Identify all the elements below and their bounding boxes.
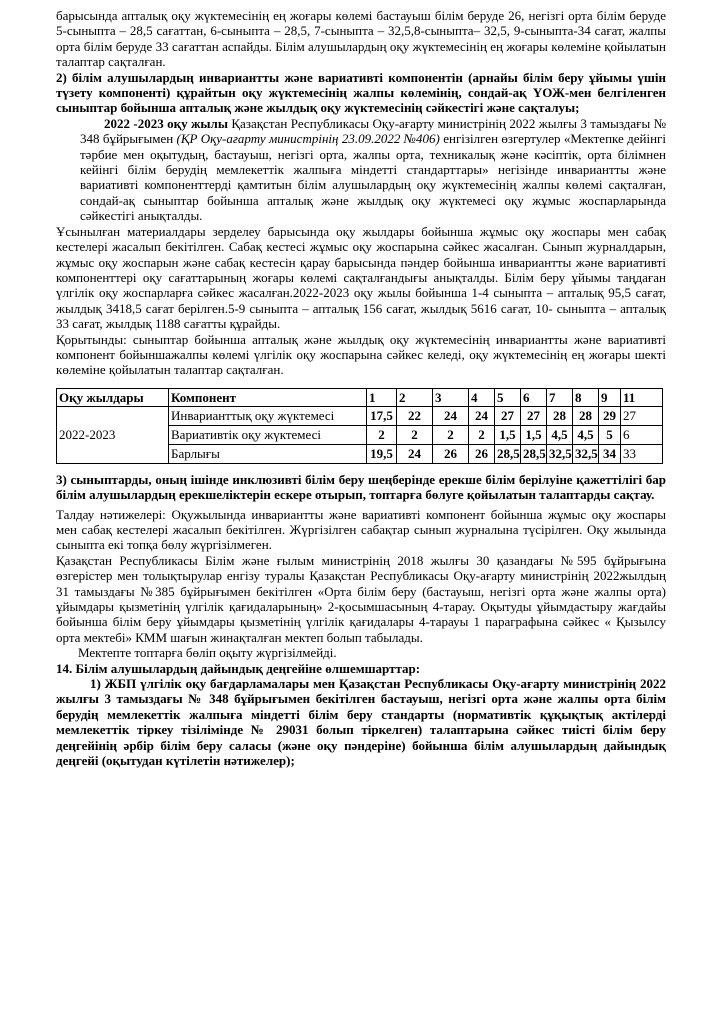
table-cell: 2 [397, 425, 433, 444]
table-cell: 29 [599, 406, 621, 425]
header-grade: 7 [547, 388, 573, 406]
paragraph-load-limits: барысында апталық оқу жүктемесінің ең жоғары көлемі бастауыш білім беруде 26, негізгі орта білім беруде 5-сыныпта – 28,5 сағаттан, 6-сыныпта – 28,5, 7-сыныпта – 32,5,8-сыныпта– 32,5, 9-сыныпта-34 сағат, жалпы орта білім беруде 33 сағаттан аспайды. Білім алушылардың оқу жүктемесінің ең жоғары көлеміне қойылатын талаптар сақталған. [56, 8, 666, 70]
row-label: Инварианттық оқу жүктемесі [169, 406, 367, 425]
table-cell: 32,5 [573, 444, 599, 463]
table-cell: 27 [621, 406, 663, 425]
standard-text: енгізілген өзгертулер «Мектепке дейінгі тәрбие мен оқытудың, бастауыш, негізгі орта, жалпы орта, техникалық және кәсіптік, орта білімнен кейінгі білім берудің мемлекеттік жалпыға міндетті стандарттары» негізінде инвариантты және вариативті компоненттерді қамтитын білім алушылардың оқу жүктемесінің жалпы көлемі сақталған, сондай-ақ сыныптар бойынша апталық және жылдық оқу жүктемесі оқу жұмыс жоспарларында сәйкестігі анықталды. [80, 131, 666, 224]
heading-item-14: 14. Білім алушылардың дайындық деңгейіне өлшемшарттар: [56, 660, 421, 676]
table-cell: 1,5 [521, 425, 547, 444]
table-cell: 26 [469, 444, 495, 463]
table-cell: 4,5 [547, 425, 573, 444]
paragraph-analysis-results: Талдау нәтижелері: Оқужылында инвариантты және вариативті компонент бойынша жұмыс оқу жоспары мен сабақ кестелері жасалып бекітілген. Жүргізілген сабақтар сынып журналына түсірілген. Оқу жылында сыныпта екі топқа бөлу жүргізілмеген. [56, 506, 666, 553]
table-cell: 2 [367, 425, 397, 444]
table-cell: 28 [547, 406, 573, 425]
table-cell: 28 [573, 406, 599, 425]
header-grade: 4 [469, 388, 495, 406]
table-cell: 2 [469, 425, 495, 444]
table-header-row [57, 388, 663, 406]
header-study-years: Оқу жылдары [57, 388, 169, 406]
row-label: Барлығы [169, 444, 367, 463]
table-cell: 32,5 [547, 444, 573, 463]
table-cell: 5 [599, 425, 621, 444]
table-cell: 24 [397, 444, 433, 463]
table-cell: 19,5 [367, 444, 397, 463]
header-component: Компонент [169, 388, 367, 406]
header-grade: 8 [573, 388, 599, 406]
table-cell: 28,5 [495, 444, 521, 463]
table-cell: 27 [521, 406, 547, 425]
paragraph-materials-review: Ұсынылған материалдары зерделеу барысында оқу жылдары бойынша жұмыс оқу жоспары мен сабақ кестелері жасалып бекітілген. Сабақ кестесі жұмыс оқу жоспарына сәйкес жасалған. Сынып журналдарын, жұмыс оқу жоспарын және сабақ кестесін қарау барысында пәндер бойынша инвариантты және вариативті компоненттері оқу сағаттарының жоғары көлемі сақталғандығы анықталды. Білім беру ұйымы таңдаған үлгілік оқу жоспарларға сәйкес жасалған.2022-2023 оқу жылы бойынша 1-4 сыныпта – апталық 95,5 сағат, жылдық 3418,5 сағат берілген.5-9 сыныпта – апталық 156 сағат, жылдық 5616 сағат, 10- сыныпта – апталық 33 сағат, жылдық 1188 сағатты құрайды. [56, 223, 666, 332]
table-cell: 4,5 [573, 425, 599, 444]
table-cell: 24 [433, 406, 469, 425]
order-amendment: (ҚР Оқу-ағарту министрінің 23.09.2022 №406) [176, 131, 440, 147]
study-load-table [56, 388, 663, 464]
header-grade: 1 [367, 388, 397, 406]
table-cell: 26 [433, 444, 469, 463]
header-grade: 5 [495, 388, 521, 406]
table-row-invariant [57, 406, 663, 425]
order-text: Қазақстан Республикасы Оқу-ағарту министрінің 2022 жылғы 3 тамыздағы № 348 бұйрығымен [80, 115, 666, 147]
paragraph-criteria-1: 1) ЖБП үлгілік оқу бағдарламалары мен Қазақстан Республикасы Оқу-ағарту министрінің 2022 жылғы 3 тамыздағы № 348 бұйрығымен бекітілген бастауыш, негізгі орта және жалпы орта білім берудің мемлекеттік жалпыға міндетті білім беру стандарты (нормативтік құқықтық актілерді мемлекеттік тіркеу тізілімінде № 29031 болып тіркелген) талаптарына сәйкес тиісті білім беру деңгейінің әрбір білім беру саласы (және оқу пәндеріне) бойынша білім алушылардың дайындық деңгейі (оқытудан күтілетін нәтижелер); [56, 676, 666, 769]
table-cell: 1,5 [495, 425, 521, 444]
year-label: 2022 -2023 оқу жылы [104, 115, 228, 131]
document-page [56, 8, 666, 768]
paragraph-ministry-order: Қазақстан Республикасы Білім және ғылым министрінің 2018 жылғы 30 қазандағы №595 бұйрығына өзгерістер мен толықтырулар енгізу туралы Қазақстан Республикасы Оқу-ағарту министрінің 2022жылдың 31 тамыздағы №385 бұйрығымен бекітілген «Орта білім беру (бастауыш, негізгі орта және жалпы орта) ұйымдары қызметінің үлгілік қағидаларының» 2-қосымшасының 4-тарау. Оқытуды ұйымдастыру жағдайы бойынша білім беру ұйымдары қызметінің үлгілік қағидалары 4-тарауы 1 параграфына сәйкес « Қызылсу орта мектебі» КММ шағын жинақталған мектеп болып табылады. [56, 552, 666, 645]
table-cell: 28,5 [521, 444, 547, 463]
header-grade: 9 [599, 388, 621, 406]
heading-item-3: 3) сыныптарды, оның ішінде инклюзивті білім беру шеңберінде ерекше білім берілуіне қажеттілігі бар білім алушылардың ерекшеліктерін ескере отырып, топтарға бөлуге қойылатын талаптарды сақтау. [56, 471, 666, 503]
table-cell: 17,5 [367, 406, 397, 425]
row-label: Вариативтік оқу жүктемесі [169, 425, 367, 444]
heading-item-2: 2) білім алушылардың инвариантты және вариативті компонентін (арнайы білім беру ұйымы үшін түзету компоненті) құрайтын оқу жүктемесінің жалпы көлемінің, сондай-ақ ҮОЖ-мен белгіленген сыныптар бойынша апталық және жылдық оқу жүктемесінің сәйкестігі және сақталуы; [56, 69, 666, 116]
table-cell: 34 [599, 444, 621, 463]
table-cell: 2 [433, 425, 469, 444]
table-cell: 27 [495, 406, 521, 425]
header-grade: 3 [433, 388, 469, 406]
table-cell: 6 [621, 425, 663, 444]
paragraph-2022-2023 [56, 116, 666, 224]
header-grade: 6 [521, 388, 547, 406]
year-cell: 2022-2023 [57, 406, 169, 463]
table-cell: 24 [469, 406, 495, 425]
table-cell: 22 [397, 406, 433, 425]
header-grade: 11 [621, 388, 663, 406]
table-cell: 33 [621, 444, 663, 463]
header-grade: 2 [397, 388, 433, 406]
paragraph-conclusion: Қорытынды: сыныптар бойынша апталық және жылдық оқу жүктемесінің инвариантты және вариативті компонент бойыншажалпы көлемі үлгілік оқу жоспарына сәйкес келеді, оқу жүктемесінің ең жоғары шекті көлеміне қойылатын талаптар сақталған. [56, 331, 666, 378]
paragraph-no-groups: Мектепте топтарға бөліп оқыту жүргізілмейді. [78, 645, 337, 661]
